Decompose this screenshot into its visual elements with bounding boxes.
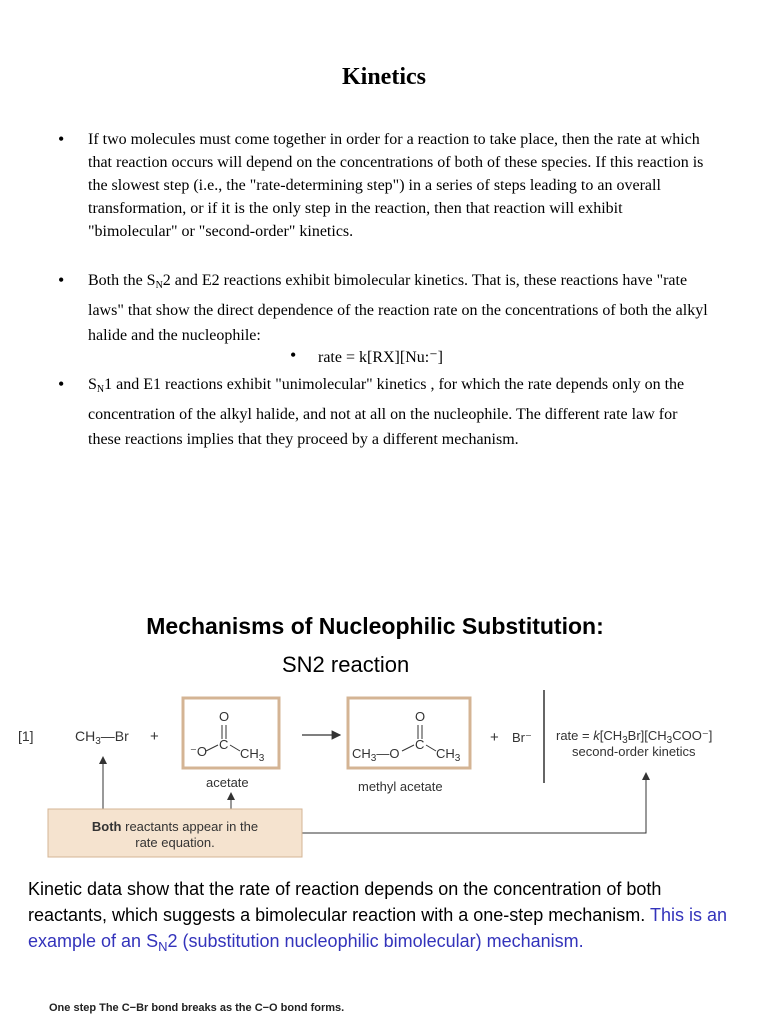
kinetic-text-blue-subscript: N — [158, 939, 168, 954]
rate-term-b: Br][CH — [627, 728, 667, 743]
methyl-acetate-methyl-ch: CH — [436, 746, 455, 761]
section-subheading: SN2 reaction — [282, 652, 410, 677]
rate-constant: k — [593, 728, 600, 743]
rate-term-a-subscript: 3 — [622, 735, 628, 746]
plus-sign-2: + — [490, 729, 499, 746]
kinetic-data-paragraph — [28, 876, 728, 960]
methyl-acetate-label: methyl acetate — [358, 779, 443, 794]
kinetic-text-black: Kinetic data show that the rate of reaction depends on the concentration of both reactants, which suggests a bimolecular reaction with a one-step mechanism. — [28, 879, 662, 925]
acetate-methyl-ch: CH — [240, 746, 259, 761]
methyl-acetate-carbonyl-o: O — [415, 709, 426, 724]
rate-equation-prefix: rate = — [556, 728, 594, 743]
methyl-bromide-br: —Br — [100, 728, 129, 744]
methyl-acetate-methyl-subscript: 3 — [454, 753, 461, 764]
bromide-ion: Br⁻ — [512, 730, 532, 745]
acetate-methyl-subscript: 3 — [258, 753, 265, 764]
bullet-sn1-subscript: N — [96, 384, 105, 395]
rate-term-c: COO⁻] — [672, 728, 713, 743]
bullet-bimolecular-definition: • If two molecules must come together in order for a reaction to take place, then the rate at which that reaction occurs will depend on the concentrations of both of these species. If this reaction is the slowest step (i.e., the "rate-determining step") in a series of steps leading to an overall transformation, or if it is the only step in the reaction, then that reaction will exhibit "bimolecular" or "second-order" kinetics. — [88, 128, 708, 243]
section-heading: Mechanisms of Nucleophilic Substitution: — [146, 613, 604, 639]
callout-line-1 — [92, 819, 258, 834]
kinetic-text-blue-b: 2 (substitution nucleophilic bimolecular) mechanism. — [167, 931, 584, 951]
bullet-sn1-text-a: S — [88, 376, 97, 393]
bullet-sn2-text-b: 2 and E2 reactions exhibit bimolecular kinetics. That is, these reactions have "rate laws" that show the direct dependence of the reaction rate on the concentrations of both the alkyl halide and the nucleophile: — [88, 272, 708, 344]
methyl-acetate-carbon: C — [415, 737, 425, 752]
methoxy-subscript: 3 — [370, 753, 377, 764]
bullet-sn2-text-a: Both the S — [88, 272, 156, 289]
callout-line-1-rest: reactants appear in the — [121, 819, 259, 834]
methoxy-o: —O — [376, 746, 400, 761]
one-step-caption: One step The C−Br bond breaks as the C−O bond forms. — [49, 1002, 345, 1014]
callout-line-2: rate equation. — [135, 835, 215, 850]
bullet-sn2-subscript: N — [155, 280, 163, 291]
second-order-kinetics-label: second-order kinetics — [572, 744, 696, 759]
plus-sign-1: + — [150, 728, 159, 745]
rate-term-b-subscript: 3 — [666, 735, 673, 746]
callout-arrow-rate-equation — [302, 773, 646, 833]
sn2-reaction-scheme — [0, 685, 768, 865]
acetate-oxide: ⁻O — [190, 744, 207, 759]
rate-term-a: [CH — [599, 728, 623, 743]
methoxy-ch: CH — [352, 746, 371, 761]
acetate-label: acetate — [206, 775, 249, 790]
bullet-sn2-e2 — [88, 268, 708, 348]
methyl-bromide-subscript: 3 — [95, 736, 101, 747]
kinetic-text-blue-a: This is an example of an S — [28, 905, 728, 951]
reaction-number-label: [1] — [18, 728, 34, 744]
bullet-sn1-text-b: 1 and E1 reactions exhibit "unimolecular" kinetics , for which the rate depends only on the concentration of the alkyl halide, and not at all on the nucleophile. The different rate law for these reactions implies that they proceed by a different mechanism. — [88, 376, 685, 448]
page-title: Kinetics — [342, 64, 426, 90]
rate-law: • rate = k[RX][Nu:⁻] — [318, 346, 443, 369]
callout-bold-word: Both — [91, 819, 122, 834]
methyl-bromide-ch: CH — [75, 728, 96, 744]
acetate-carbon: C — [219, 737, 229, 752]
methyl-bromide — [75, 728, 129, 747]
bullet-sn1-e1 — [88, 372, 708, 452]
acetate-carbonyl-o: O — [219, 709, 230, 724]
